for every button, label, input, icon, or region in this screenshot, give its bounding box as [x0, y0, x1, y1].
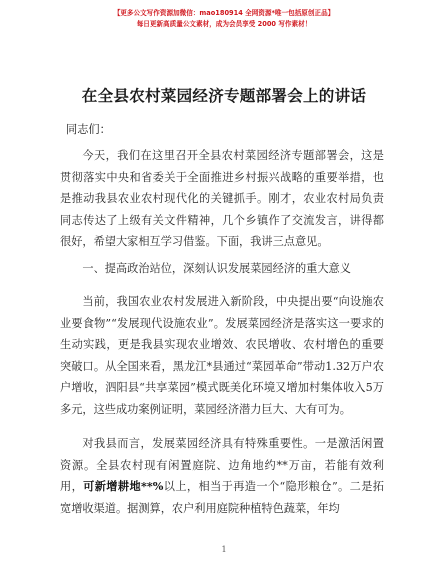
page-number: 1: [221, 545, 227, 554]
body-paragraph-3: [60, 433, 384, 519]
para3-text-b: 以上，相当于再造一个“隐形粮仓”。二是拓宽增收渠道。据测算，农户利用庭院种植特色蔬菜，年均: [60, 480, 384, 515]
greeting: 同志们：: [66, 123, 111, 136]
promo-banner-line-1: 【更多公文写作资源加微信：mao180914 全网资源*唯一包括原创正品】: [113, 9, 335, 17]
section-heading-1: 一、提高政治站位，深刻认识发展菜园经济的重大意义: [82, 262, 351, 275]
promo-banner-line-2: 每日更新高质量公文素材，成为会员享受 2000 写作素材！: [136, 20, 312, 28]
para3-text-a: 对我县而言，发展菜园经济具有特殊重要性。一是激活闲置资源。全县农村现有闲置庭院、边角地约**万亩，若能有效利用，: [60, 437, 384, 493]
body-paragraph-2: 当前，我国农业农村发展进入新阶段，中央提出要“向设施农业要食物”“发展现代设施农业”。发展菜园经济是落实这一要求的生动实践，更是我县实现农业增效、农民增收、农村增色的重要突破口。从全国来看，黑龙江*县通过“菜园革命”带动1.32万户农户增收，泗阳县“共享菜园”模式既美化环境又增加村集体收入5万多元，这些成功案例证明，菜园经济潜力巨大、大有可为。: [60, 295, 384, 416]
document-title: 在全县农村菜园经济专题部署会上的讲话: [81, 86, 367, 105]
intro-paragraph: 今天，我们在这里召开全县农村菜园经济专题部署会，这是贯彻落实中央和省委关于全面推进乡村振兴战略的重要举措，也是推动我县农业农村现代化的关键抓手。刚才，农业农村局负责同志传达了上级有关文件精神，几个乡镇作了交流发言，讲得都很好，希望大家相互学习借鉴。下面，我讲三点意见。: [60, 149, 384, 248]
para3-bold-text: 可新增耕地**%: [83, 479, 164, 493]
